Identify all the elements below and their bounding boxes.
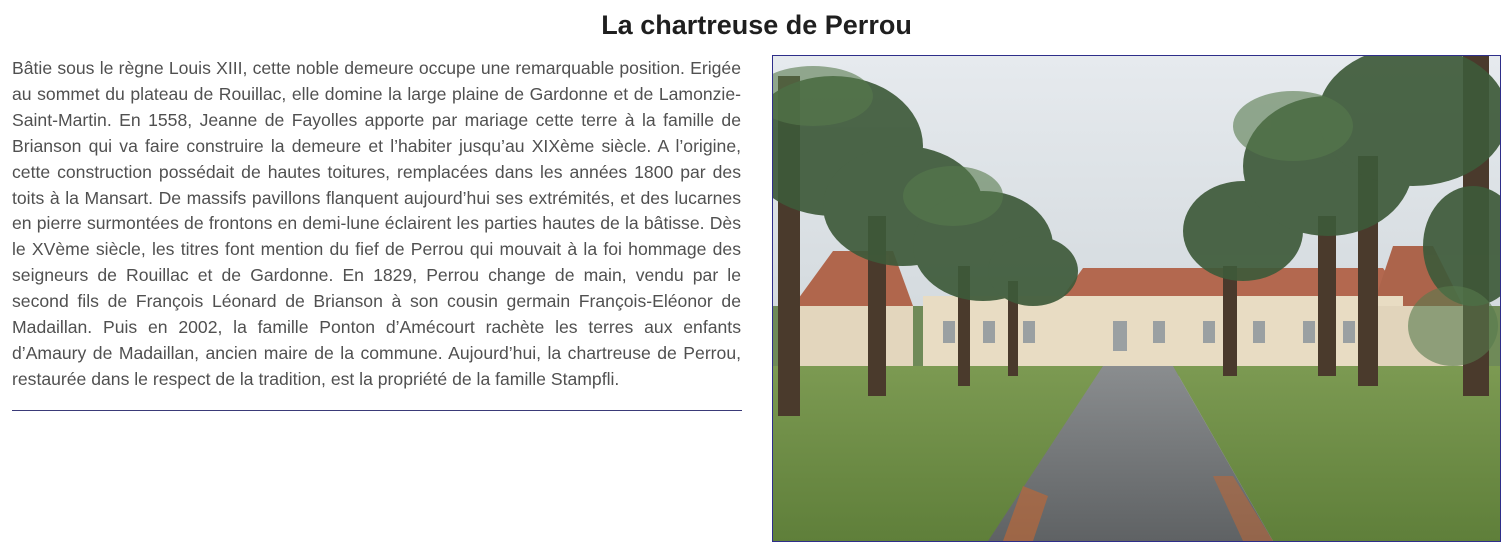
chartreuse-photo: [772, 55, 1501, 542]
photo-illustration: [773, 56, 1500, 541]
divider: [12, 410, 742, 411]
body-paragraph: Bâtie sous le règne Louis XIII, cette noble demeure occupe une remarquable position. Erigée au sommet du plateau de Rouillac, elle domine la large plaine de Gardonne et de Lamonzie-Saint-Martin. En 1558, Jeanne de Fayolles apporte par mariage cette terre à la famille de Brianson qui va faire construire la demeure et l’habiter jusqu’au XIXème siècle. A l’origine, cette construction possédait de hautes toitures, remplacées dans les années 1800 par des toits à la Mansart. De massifs pavillons flanquent aujourd’hui ses extrémités, et des lucarnes en pierre surmontées de frontons en demi-lune éclairent les parties hautes de la bâtisse. Dès le XVème siècle, les titres font mention du fief de Perrou qui mouvait à la foi hommage des seigneurs de Rouillac et de Gardonne. En 1829, Perrou change de main, vendu par le second fils de François Léonard de Brianson à son cousin germain François-Eléonor de Madaillan. Puis en 2002, la famille Ponton d’Amécourt rachète les terres aux enfants d’Amaury de Madaillan, ancien maire de la commune. Aujourd’hui, la chartreuse de Perrou, restaurée dans le respect de la tradition, est la propriété de la famille Stampfli.: [12, 58, 741, 389]
page-title: La chartreuse de Perrou: [601, 10, 912, 40]
